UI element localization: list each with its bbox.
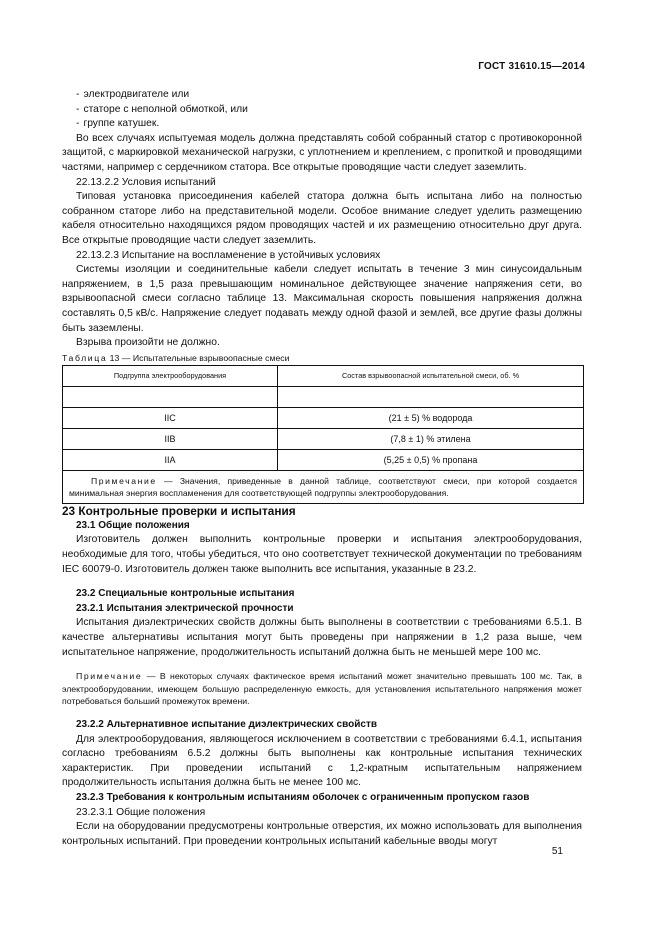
paragraph: Типовая установка присоединения кабелей статора должна быть испытана либо на полностью собранном статоре либо на представительной модели. Особое внимание следует уделить размещению кабеля относительно находящихся рядом проводящих частей и их размещению относительно друг друга. Все открытые проводящие части следует заземлить.	[62, 191, 582, 246]
paragraph: Взрыва произойти не должно.	[76, 337, 220, 349]
table-row	[63, 429, 584, 450]
list-item: - группе катушек.	[76, 118, 160, 130]
list-item: - статоре с неполной обмоткой, или	[76, 103, 248, 115]
page-number: 51	[551, 846, 563, 857]
table-header-mixture: Состав взрывоопасной испытательной смеси, об. %	[278, 366, 584, 387]
list-dash: -	[76, 103, 80, 115]
list-dash: -	[76, 118, 80, 130]
section-heading: 23 Контрольные проверки и испытания	[62, 504, 296, 519]
table-13	[62, 365, 584, 504]
table-caption: Таблица 13 — Испытательные взрывоопасные смеси	[62, 352, 290, 363]
section-heading: 23.2.3 Требования к контрольным испытаниям оболочек с ограниченным пропуском газов	[76, 791, 530, 803]
table-cell-group: IIC	[63, 408, 278, 429]
subsection-heading: 22.13.2.3 Испытание на воспламенение в устойчивых условиях	[76, 249, 381, 261]
table-row	[63, 450, 584, 471]
table-cell-group: IIA	[63, 450, 278, 471]
table-header-group: Подгруппа электрооборудования	[63, 366, 278, 387]
table-row	[63, 408, 584, 429]
table-cell-group: IIB	[63, 429, 278, 450]
page-body	[62, 88, 582, 849]
table-cell-mix: (21 ± 5) % водорода	[278, 408, 584, 429]
paragraph: Во всех случаях испытуемая модель должна представлять собой собранный статор с противокоронной защитой, с маркировкой механической нагрузки, с уплотнением и креплением, с пропиткой и проводящими частями, например с сердечником статора. Все открытые проводящие части следует заземлить.	[62, 132, 582, 173]
paragraph: Изготовитель должен выполнить контрольные проверки и испытания электрооборудования, необходимые для того, чтобы убедиться, что оно соответствует технической документации по требованиям IEC 60079-0. Изготовитель должен также выполнить все испытания, указанные в 23.2.	[62, 534, 582, 575]
paragraph: Испытания диэлектрических свойств должны быть выполнены в соответствии с требованиями 6.5.1. В качестве альтернативы испытания могут быть проведены при напряжении в 1,2 раза выше, чем испытательное напряжение, продолжительность испытаний должна быть не меньшей мере 100 мс.	[62, 617, 582, 658]
note: Примечание — В некоторых случаях фактическое время испытаний может значительно превышать 100 мс. Так, в электрооборудовании, имеющем большую распределенную емкость, для установления испытательного напряжения может потребоваться больший промежуток времени.	[62, 671, 582, 707]
paragraph: Для электрооборудования, являющегося исключением в соответствии с требованиями 6.4.1, испытания согласно требованиям 6.5.2 должны быть выполнены как контрольные испытания технических характеристик. При проведении испытаний с 1,2-кратным испытательным напряжением продолжительность испытания должна быть не менее 100 мс.	[62, 733, 582, 789]
table-cell-mix: (7,8 ± 1) % этилена	[278, 429, 584, 450]
section-heading: 23.2.2 Альтернативное испытание диэлектрических свойств	[76, 719, 377, 730]
table-cell-mix: (5,25 ± 0,5) % пропана	[278, 450, 584, 471]
section-heading: 23.1 Общие положения	[76, 519, 190, 531]
document-code-header: ГОСТ 31610.15—2014	[478, 61, 585, 72]
list-dash: -	[76, 89, 80, 100]
section-heading: 23.2.1 Испытания электрической прочности	[76, 602, 294, 614]
table-note: Примечание — Значения, приведенные в данной таблице, соответствуют смеси, при которой создается минимальная энергия воспламенения для соответствующей подгруппы электрооборудования.	[63, 471, 584, 504]
paragraph: Системы изоляции и соединительные кабели следует испытать в течение 3 мин синусоидальным напряжением, в 1,5 раза превышающим номинальное действующее значение напряжения сети, во взрывоопасной смеси согласно таблице 13. Максимальная скорость повышения напряжения должна составлять 0,5 кВ/с. Напряжение следует подавать между одной фазой и землей, все другие фазы должны быть заземлены.	[62, 264, 582, 334]
section-heading: 23.2 Специальные контрольные испытания	[76, 588, 295, 600]
list-item: - электродвигателе или	[76, 89, 190, 100]
paragraph: Если на оборудовании предусмотрены контрольные отверстия, их можно использовать для выполнения контрольных испытаний. При проведении контрольных испытаний кабельные вводы могут	[62, 821, 582, 847]
subsection-heading: 23.2.3.1 Общие положения	[76, 806, 206, 818]
subsection-heading: 22.13.2.2 Условия испытаний	[76, 176, 216, 188]
table-note-row	[63, 471, 584, 504]
